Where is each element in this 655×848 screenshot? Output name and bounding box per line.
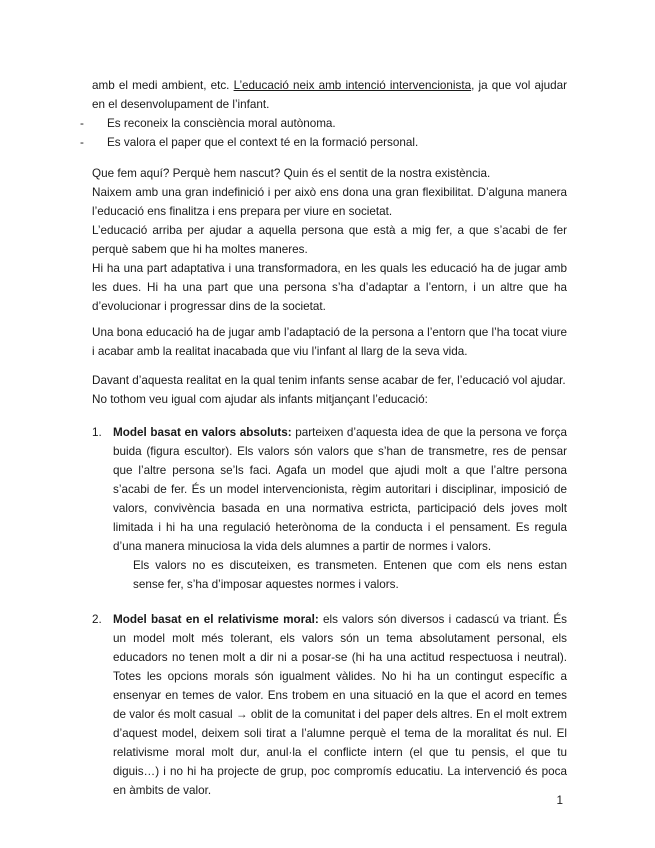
list-item-lead: Model basat en valors absoluts:	[113, 426, 292, 439]
body-block	[92, 164, 567, 316]
list-item-content	[113, 423, 567, 594]
list-item-number: 2.	[92, 613, 102, 626]
bullet-text: Es valora el paper que el context té en la formació personal.	[107, 136, 419, 149]
intro-paragraph	[92, 76, 567, 114]
bullet-item	[80, 133, 567, 152]
list-item-paragraph	[113, 610, 567, 800]
paragraph: Una bona educació ha de jugar amb l’adaptació de la persona a l’entorn que l’ha tocat viure i acabar amb la realitat inacabada que viu l’infant al llarg de la seva vida.	[92, 326, 567, 358]
page-number: 1	[556, 794, 563, 807]
paragraph: L’educació arriba per ajudar a aquella persona que està a mig fer, a que s’acabi de fer perquè sabem que hi ha moltes maneres.	[92, 224, 567, 256]
intro-underlined: L’educació neix amb intenció intervencionista	[233, 79, 472, 92]
list-item-body-text: parteixen d’aquesta idea de que la persona ve força buida (figura escultor). Els valors són valors que s’han de transmetre, res de pensar que l’altre persona se’ls faci. Agafa un model que ajudi molt a que l’altre persona s’acabi de fer. És un model intervencionista, règim autoritari i disciplinar, imposició de valors, convivència basada en una normativa estricta, participació dels joves molt limitada i hi ha una regulació heterònoma de la conducta i el pensament. Es regula d’una manera minuciosa la vida dels alumnes a partir de normes i valors.	[113, 426, 567, 553]
bullet-dash-icon: -	[80, 136, 84, 149]
intro-post: , ja que vol ajudar en el desenvolupament de l’infant.	[92, 79, 567, 111]
list-item-lead: Model basat en el relativisme moral:	[113, 613, 319, 626]
list-item-model-relativisme	[92, 610, 567, 800]
bullet-list	[80, 114, 567, 152]
bullet-dash-icon: -	[80, 117, 84, 130]
list-item-paragraph	[113, 423, 567, 556]
list-item-number: 1.	[92, 426, 102, 439]
bullet-text: Es reconeix la consciència moral autònoma.	[107, 117, 336, 130]
bullet-item	[80, 114, 567, 133]
paragraph: Que fem aquí? Perquè hem nascut? Quin és el sentit de la nostra existència.	[92, 167, 491, 180]
paragraph: Davant d’aquesta realitat en la qual tenim infants sense acabar de fer, l’educació vol ajudar.	[92, 374, 566, 387]
intro-pre: amb el medi ambient, etc.	[92, 79, 234, 92]
list-item-model-absolut	[92, 423, 567, 594]
numbered-list	[92, 423, 567, 800]
paragraph: No tothom veu igual com ajudar als infants mitjançant l’educació:	[92, 393, 428, 406]
paragraph: Hi ha una part adaptativa i una transformadora, en les quals les educació ha de jugar amb les dues. Hi ha una part que una persona s’ha d’adaptar a l’entorn, i un altre que ha d’evolucionar i progressar dins de la societat.	[92, 262, 567, 313]
paragraph: Naixem amb una gran indefinició i per això ens dona una gran flexibilitat. D’alguna manera l’educació ens finalitza i ens prepara per viure en societat.	[92, 186, 567, 218]
list-item-body-text: els valors són diversos i cadascú va triant. És un model molt més tolerant, els valors són un tema absolutament personal, els educadors no tenen molt a dir ni a posar-se (hi ha una actitud respectuosa i neutral). Totes les opcions morals són igualment vàlides. No hi ha un contingut específic a ensenyar en temes de valor. Ens trobem en una situació en la que el acord en temes de valor és molt casual → oblit de la comunitat i del paper dels altres. En el molt extrem d’aquest model, deixem soli tirat a l’alumne perquè el tema de la moralitat és nul. El relativisme moral molt dur, anul·la el conflicte intern (el que tu pensis, el que tu diguis…) i no hi ha projecte de grup, poc compromís educatiu. La intervenció és poca en àmbits de valor.	[113, 613, 567, 797]
list-item-content	[113, 610, 567, 800]
body-block	[92, 371, 567, 409]
list-item-note: Els valors no es discuteixen, es transmeten. Entenen que com els nens estan sense fer, s’ha d’imposar aquestes normes i valors.	[133, 559, 567, 591]
